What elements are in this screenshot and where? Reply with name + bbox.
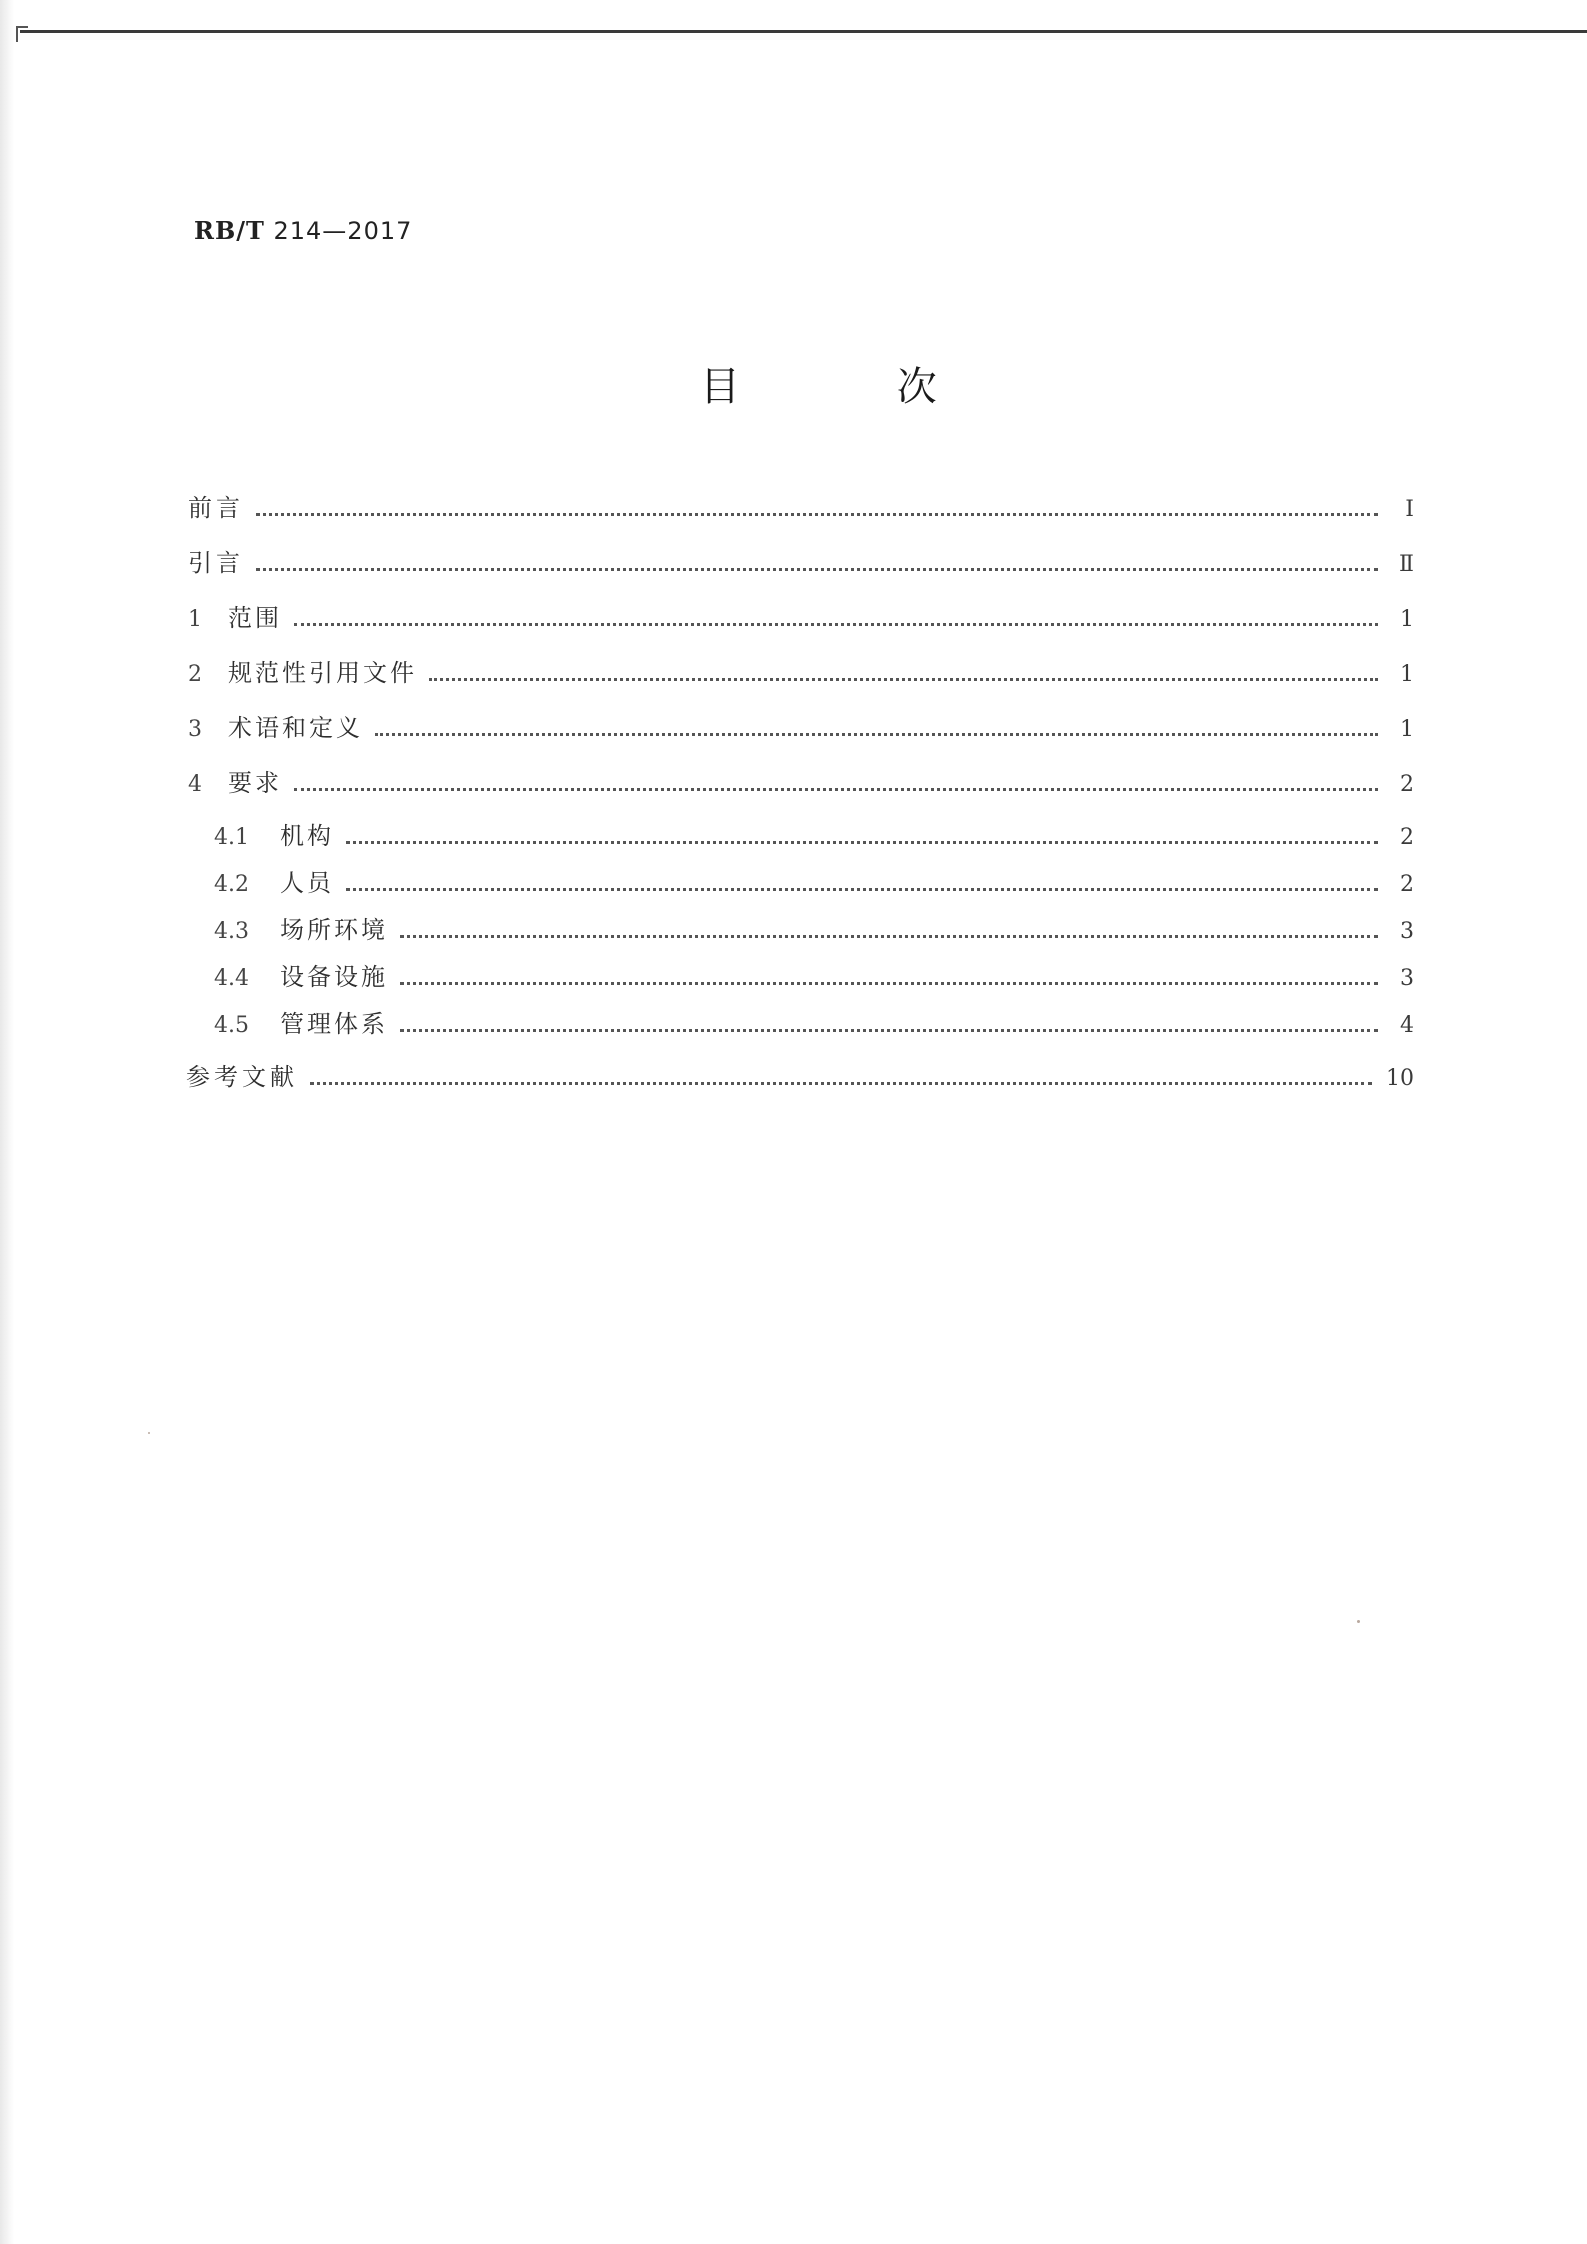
toc-entry-label: 规范性引用文件 — [228, 659, 417, 687]
scan-speck — [148, 1432, 150, 1434]
toc-entry-page: Ⅱ — [1399, 552, 1414, 577]
toc-entry-page: Ⅰ — [1405, 497, 1414, 522]
toc-entry-introduction[interactable] — [188, 543, 1414, 578]
toc-entry-2[interactable] — [188, 653, 1414, 688]
toc-leader-dots — [400, 1028, 1378, 1032]
toc-title: 目 次 — [700, 364, 1009, 410]
toc-entry-page: 1 — [1400, 717, 1414, 742]
toc-entry-page: 2 — [1400, 872, 1414, 897]
document-code — [194, 216, 412, 245]
toc-entry-number: 4.1 — [214, 825, 249, 850]
toc-leader-dots — [310, 1081, 1372, 1085]
scan-speck — [1357, 1620, 1360, 1623]
toc-entry-label: 管理体系 — [280, 1010, 388, 1038]
toc-entry-number: 4.5 — [214, 1013, 249, 1038]
toc-entry-page: 10 — [1386, 1066, 1414, 1091]
toc-entry-label: 前言 — [188, 494, 244, 522]
scan-edge-top — [20, 30, 1587, 33]
toc-entry-label: 人员 — [280, 869, 334, 897]
toc-entry-number: 4.4 — [214, 966, 249, 991]
toc-entry-page: 3 — [1400, 966, 1414, 991]
scan-corner-mark — [16, 26, 28, 42]
toc-entry-page: 2 — [1400, 825, 1414, 850]
toc-leader-dots — [256, 512, 1378, 516]
toc-entry-4-2[interactable] — [188, 863, 1414, 898]
toc-entry-label: 要求 — [228, 769, 282, 797]
toc-entry-4-5[interactable] — [188, 1004, 1414, 1039]
toc-entry-4-3[interactable] — [188, 910, 1414, 945]
toc-entry-label: 参考文献 — [186, 1063, 298, 1091]
toc-leader-dots — [294, 787, 1378, 791]
toc-entry-foreword[interactable] — [188, 488, 1414, 523]
toc-leader-dots — [346, 887, 1378, 891]
toc-entry-number: 2 — [188, 662, 202, 687]
toc-leader-dots — [294, 622, 1378, 626]
toc-entry-4-4[interactable] — [188, 957, 1414, 992]
toc-entry-page: 4 — [1400, 1013, 1414, 1038]
toc-entry-page: 3 — [1400, 919, 1414, 944]
toc-entry-4[interactable] — [188, 763, 1414, 798]
toc-entry-label: 引言 — [188, 549, 244, 577]
toc-entry-label: 场所环境 — [280, 916, 388, 944]
toc-entry-1[interactable] — [188, 598, 1414, 633]
toc-leader-dots — [429, 677, 1378, 681]
toc-leader-dots — [346, 840, 1378, 844]
toc-entry-number: 1 — [188, 607, 202, 632]
document-code-prefix: RB/T — [194, 216, 265, 245]
toc-entry-number: 4.2 — [214, 872, 249, 897]
toc-entry-3[interactable] — [188, 708, 1414, 743]
toc-entry-number: 3 — [188, 717, 202, 742]
toc-leader-dots — [256, 567, 1378, 571]
document-code-number: 214—2017 — [273, 217, 413, 245]
toc-entry-label: 设备设施 — [280, 963, 388, 991]
table-of-contents — [188, 488, 1414, 1092]
toc-leader-dots — [400, 981, 1378, 985]
toc-entry-number: 4.3 — [214, 919, 249, 944]
toc-entry-page: 2 — [1400, 772, 1414, 797]
toc-entry-label: 机构 — [280, 822, 334, 850]
toc-entry-page: 1 — [1400, 607, 1414, 632]
toc-entry-page: 1 — [1400, 662, 1414, 687]
toc-entry-label: 术语和定义 — [228, 714, 363, 742]
scan-shadow-left — [0, 0, 14, 2244]
toc-entry-label: 范围 — [228, 604, 282, 632]
toc-entry-number: 4 — [188, 772, 202, 797]
toc-entry-4-1[interactable] — [188, 816, 1414, 851]
toc-leader-dots — [400, 934, 1378, 938]
toc-leader-dots — [375, 732, 1378, 736]
toc-entry-bibliography[interactable] — [186, 1057, 1414, 1092]
